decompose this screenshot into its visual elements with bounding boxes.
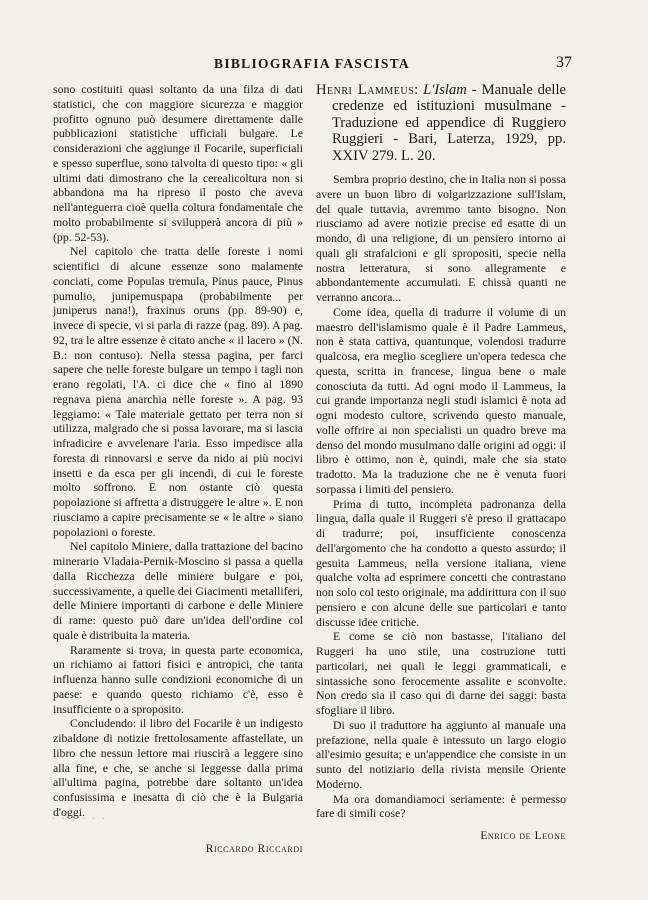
paragraph: E come se ciò non bastasse, l'italiano del Ruggeri ha uno stile, una costruzione tutti particolari, nei quali le leggi grammaticali, e sintassiche sono ferocemente assalite e sconvolte. Non credo sia il caso qui di darne dei saggi: basta sfogliare il libro. [316, 629, 566, 718]
paragraph: sono costituiti quasi soltanto da una filza di dati statistici, che con maggiore sicurezza e maggior profitto ognuno può desumere direttamente dalle pubblicazioni statistiche ufficiali bulgare. Le considerazioni che aggiunge il Focarile, superficiali e spesso superflue, sono talvolta di questo tipo: « gli ultimi dati dimostrano che la cerealicoltura non si abbandona ma ha ripreso il posto che aveva nell'anteguerra cioè quella coltura fondamentale che molto probabilmente si svilupperà ancora di più » (pp. 52-53). [53, 82, 303, 244]
page-header [52, 52, 572, 76]
paragraph: Sembra proprio destino, che in Italia non si possa avere un buon libro di volgarizzazione sull'Islam, del quale tuttavia, avremmo tanto bisogno. Non riusciamo ad avere notizie precise ed esatte di un mondo, di una religione, di un pensiero intorno ai quali gli strafalcioni e gli spropositi, specie nella nostra letteratura, si sono allegramente e abbondantemente accumulati. E chissà quanti ne verranno ancora... [316, 172, 566, 305]
paragraph: Raramente si trova, in questa parte economica, un richiamo ai fattori fisici e antropici, che tanta influenza hanno sulle condizioni economiche di un paese: e quando questo richiamo c'è, esso è insufficiente o a sproposito. [53, 642, 303, 716]
paragraph: Ma ora domandiamoci seriamente: è permesso fare di simili cose? [316, 791, 566, 821]
book-title: L'Islam [423, 82, 467, 98]
paragraph: Prima di tutto, incompleta padronanza della lingua, dalla quale il Ruggeri s'è preso il grattacapo di tradurre; poi, insufficiente conoscenza dell'argomento che ha condotto a questo assurdo; il gesuita Lammeus, nella versione italiana, viene qualche volta ad esprimere concetti che contrastano non solo col testo originale, ma addirittura con il suo pensiero e con alcune delle sue particolari e tanto discusse idee critiche. [316, 496, 566, 629]
paragraph: Di suo il traduttore ha aggiunto al manuale una prefazione, nella quale è intessuto un largo elogio all'esimio gesuita; e un'appendice che consiste in un sunto del notiziario della rivista mensile Oriente Moderno. [316, 717, 566, 791]
running-title: BIBLIOGRAFIA FASCISTA [214, 56, 410, 71]
paragraph: Nel capitolo che tratta delle foreste i nomi scientifici di alcune essenze sono malamente conciati, come Populas tremula, Pinus pauce, Pinus pumulio, junipemuspapa (probabilmente per juniperus nana!), fraxinus oruns (pp. 89-90) e, invece di specie, vi si parla di razze (pag. 89). A pag. 92, tra le altre essenze è citato anche « il lacero » (N. B.: non contuso). Nella stessa pagina, per farci sapere che nelle foreste bulgare un tempo i tagli non erano regolati, l'A. ci dice che « fino al 1890 regnava piena anarchia nelle foreste ». A pag. 93 leggiamo: « Tale materiale gettato per terra non si utilizza, malgrado che si possa lavorare, ma si lascia infradicire e avvelenare l'aria. Esso impedisce alla foresta di rinnovarsi e serve da nido ai più nocivi insetti e da esca per gli incendi, di cui le foreste molto soffrono. E non ostante ciò questa popolazione si affretta a distruggere le altre ». E non riusciamo a capire precisamente se « le altre » siano popolazioni o foreste. [53, 244, 303, 539]
paragraph: Come idea, quella di tradurre il volume di un maestro dell'islamismo quale è il Padre Lammeus, non è stata cattiva, quantunque, volendosi tradurre qualcosa, era meglio scegliere un'opera tedesca che questa, scritta in francese, lingua bene o male conosciuta da tutti. Ad ogni modo il Lammeus, la cui grande importanza negli studi islamici è nota ad ogni modesto cultore, scrivendo questo manuale, volle offrire ai non specialisti un quadro breve ma denso del mondo musulmano dalle origini ad oggi: il libro è ottimo, non è, quindi, male che sia stato tradotto. Ma la traduzione che ne è venuta fuori sorpassa i limiti del pensiero. [316, 304, 566, 496]
page-number: 37 [556, 54, 572, 71]
review-signature: Riccardo Riccardi [205, 842, 303, 855]
book-citation: Henri Lammeus: L'Islam - Manuale delle credenze ed istituzioni musulmane - Traduzione ed appendice di Ruggiero Ruggieri - Bari, Laterza, 1929, pp. XXIV 279. L. 20. [316, 82, 566, 164]
print-mark-decoration: · · · · · · [52, 815, 108, 823]
book-author: Henri Lammeus [316, 82, 415, 98]
paragraph: Nel capitolo Miniere, dalla trattazione del bacino minerario Vladaia-Pernik-Moscino si passa a quella dalla Ricchezza delle miniere bulgare e poi, successivamente, a quelle dei Giacimenti metalliferi, delle Miniere importanti di carbone e delle Miniere di rame: questo può dare un'idea dell'ordine col quale è distribuita la materia. [53, 539, 303, 642]
left-column [53, 82, 303, 856]
right-column [316, 82, 566, 844]
book-details: - Manuale delle credenze ed istituzioni musulmane - Traduzione ed appendice di Ruggiero Ruggieri - Bari, Laterza, 1929, pp. XXIV 279. L. 20. [332, 82, 566, 164]
paragraph: Concludendo: il libro del Focarile è un indigesto zibaldone di notizie frettolosamente affastellate, un libro che nessun lettore mai riuscirà a leggere sino alla fine, e che, se anche si leggesse dalla prima all'ultima pagina, potrebbe dare soltanto un'idea confusissima e inesatta di ciò che è la Bulgaria d'oggi. [53, 716, 303, 819]
review-signature: Enrico de Leone [480, 830, 566, 843]
